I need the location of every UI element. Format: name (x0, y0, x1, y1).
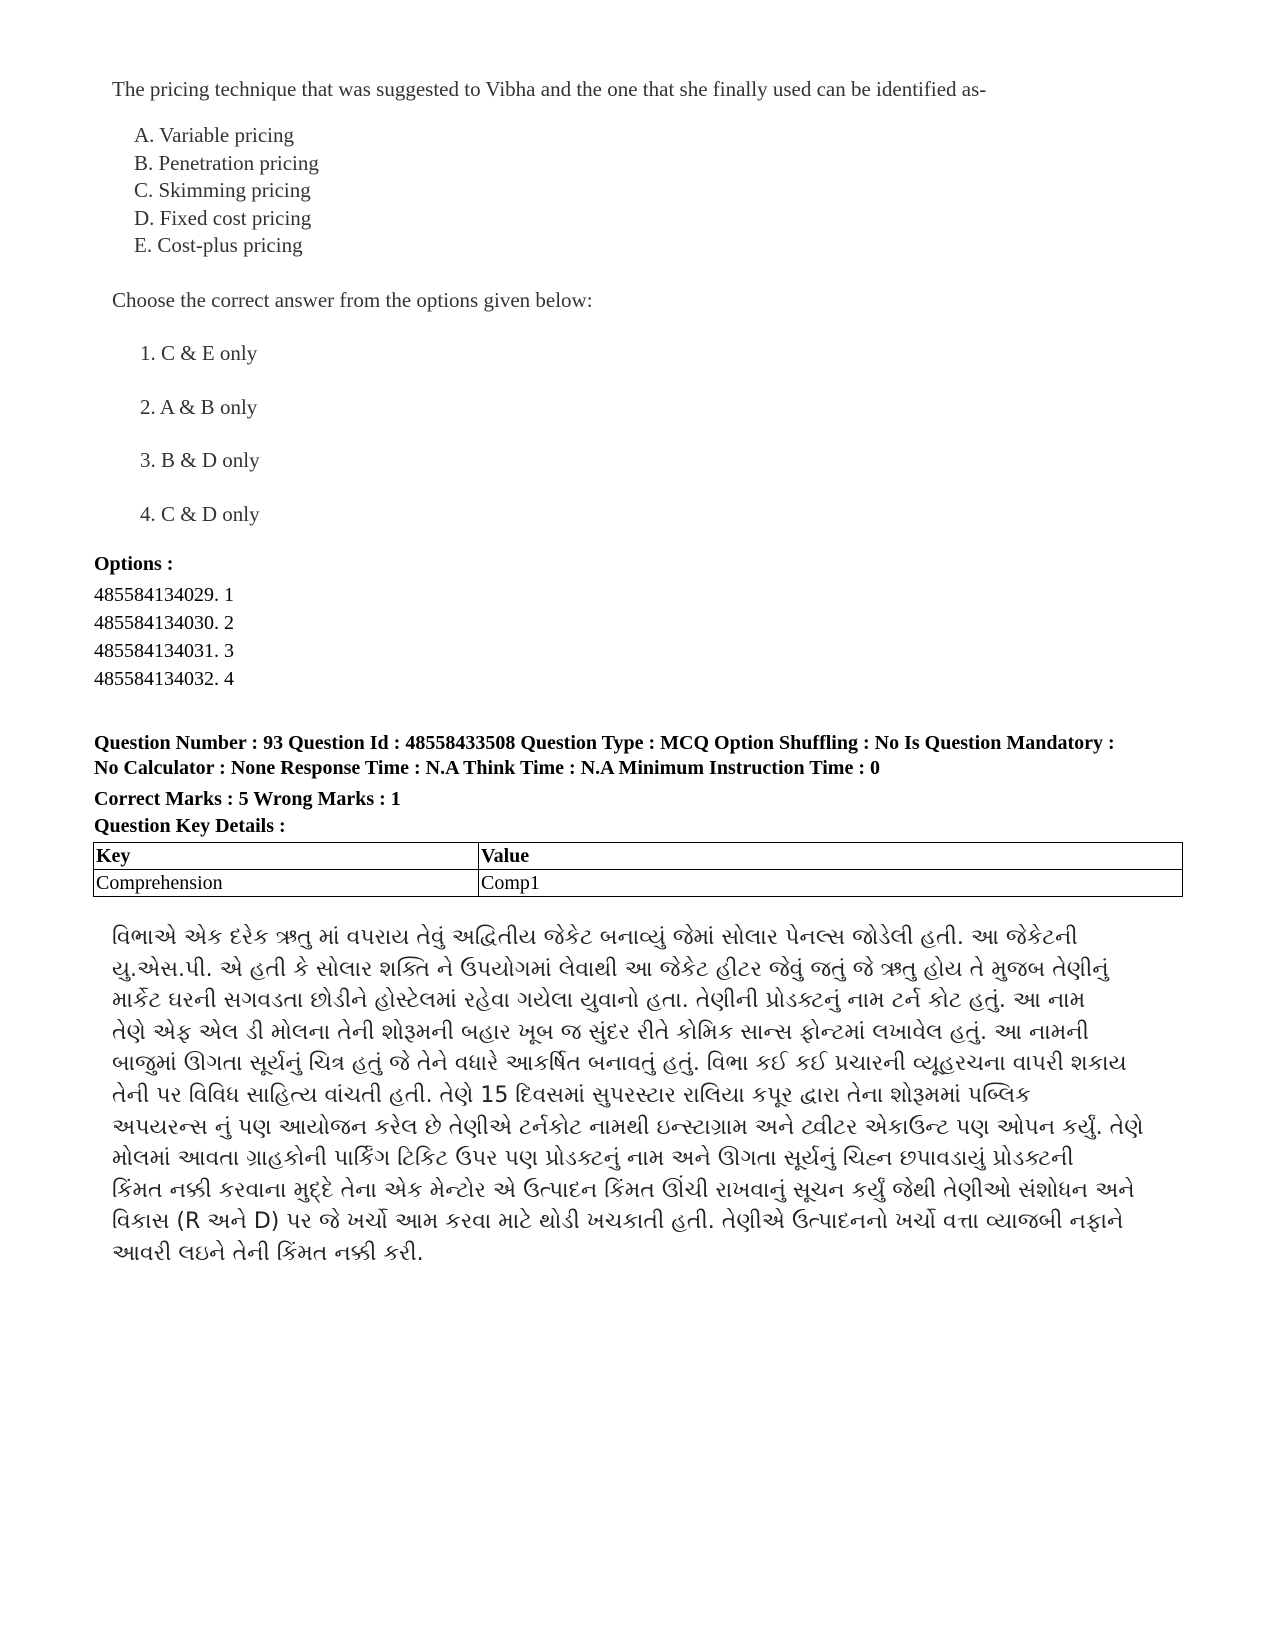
passage-line: વિકાસ (R અને D) પર જે ખર્ચો આમ કરવા માટે થોડી ખચકાતી હતી. તેણીએ ઉત્પાદનનો ખર્ચો વત્તા વ્યાજબી નફાને (112, 1209, 1124, 1235)
passage-line: અપયરન્સ નું પણ આયોજન કરેલ છે તેણીએ ટર્નકોટ નામથી ઇન્સ્ટાગ્રામ અને ટ્વીટર એકાઉન્ટ પણ ઓપન કર્યું. તેણે (112, 1114, 1144, 1140)
table-header-value: Value (479, 843, 1183, 870)
key-details-heading: Question Key Details : (94, 815, 286, 837)
options-heading: Options : (94, 553, 174, 575)
table-row (94, 870, 1183, 897)
table-cell-value: Comp1 (479, 870, 1183, 897)
answer-choice-1: 1. C & E only (140, 341, 258, 365)
answer-choice-2: 2. A & B only (140, 394, 258, 419)
question-meta (94, 731, 1194, 780)
statement-d: D. Fixed cost pricing (134, 205, 312, 230)
answer-choice-list (140, 338, 260, 552)
statement-c: C. Skimming pricing (134, 178, 311, 202)
answer-choice-4: 4. C & D only (140, 501, 260, 526)
passage-line: માર્કેટ ઘરની સગવડતા છોડીને હોસ્ટેલમાં રહેવા ગયેલા યુવાનો હતા. તેણીની પ્રોડક્ટનું નામ ટર્ન કોટ હતું. આ નામ (112, 988, 1086, 1014)
comprehension-passage (112, 922, 1152, 1270)
statement-list (134, 122, 319, 260)
statement-b: B. Penetration pricing (134, 150, 319, 175)
question-meta-line: No Calculator : None Response Time : N.A Think Time : N.A Minimum Instruction Time : 0 (94, 756, 880, 779)
key-details-table (93, 842, 1183, 897)
options-list (94, 581, 234, 693)
passage-line: તેણે એફ એલ ડી મોલના તેની શોરૂમની બહાર ખૂબ જ સુંદર રીતે કોમિક સાન્સ ફોન્ટમાં લખાવેલ હતું. આ નામની (112, 1019, 1089, 1045)
marks-line: Correct Marks : 5 Wrong Marks : 1 (94, 788, 401, 810)
option-item: 485584134031. 3 (94, 640, 234, 662)
passage-line: યુ.એસ.પી. એ હતી કે સોલાર શક્તિ ને ઉપયોગમાં લેવાથી આ જેકેટ હીટર જેવું જતું જે ઋતુ હોય તે મુજબ તેણીનું (112, 956, 1109, 982)
passage-line: આવરી લઇને તેની કિંમત નક્કી કરી. (112, 1240, 424, 1266)
table-header-key: Key (94, 843, 479, 870)
question-meta-line: Question Number : 93 Question Id : 48558433508 Question Type : MCQ Option Shuffling : No Is Question Mandatory : (94, 732, 1115, 754)
passage-line: વિભાએ એક દરેક ઋતુ માં વપરાય તેવું અદ્વિતીય જેકેટ બનાવ્યું જેમાં સોલાર પેનલ્સ જોડેલી હતી. આ જેકેટની (112, 925, 1078, 950)
answer-choice-3: 3. B & D only (140, 448, 260, 472)
statement-a: A. Variable pricing (134, 123, 294, 147)
passage-line: તેની પર વિવિધ સાહિત્ય વાંચતી હતી. તેણે 15 દિવસમાં સુપરસ્ટાર રાલિયા કપૂર દ્વારા તેના શોરૂમમાં પબ્લિક (112, 1082, 1031, 1108)
passage-line: મોલમાં આવતા ગ્રાહકોની પાર્કિંગ ટિકિટ ઉપર પણ પ્રોડક્ટનું નામ અને ઊગતા સૂર્યનું ચિહ્ન છપાવડાયું પ્રોડક્ટની (112, 1146, 1074, 1172)
passage-line: કિંમત નક્કી કરવાના મુદ્દે તેના એક મેન્ટોર એ ઉત્પાદન કિંમત ઊંચી રાખવાનું સૂચન કર્યું જેથી તેણીઓ સંશોધન અને (112, 1177, 1135, 1203)
choose-instruction: Choose the correct answer from the options given below: (112, 288, 593, 312)
passage-line: બાજુમાં ઊગતા સૂર્યનું ચિત્ર હતું જે તેને વધારે આકર્ષિત બનાવતું હતું. વિભા કઈ કઈ પ્રચારની વ્યૂહરચના વાપરી શકાય (112, 1051, 1127, 1077)
option-item: 485584134029. 1 (94, 584, 234, 606)
statement-e: E. Cost-plus pricing (134, 233, 303, 257)
question-stem: The pricing technique that was suggested to Vibha and the one that she finally used can be identified as- (112, 77, 987, 101)
table-header-row (94, 843, 1183, 870)
table-cell-key: Comprehension (94, 870, 479, 897)
option-item: 485584134030. 2 (94, 612, 234, 634)
option-item: 485584134032. 4 (94, 668, 234, 690)
